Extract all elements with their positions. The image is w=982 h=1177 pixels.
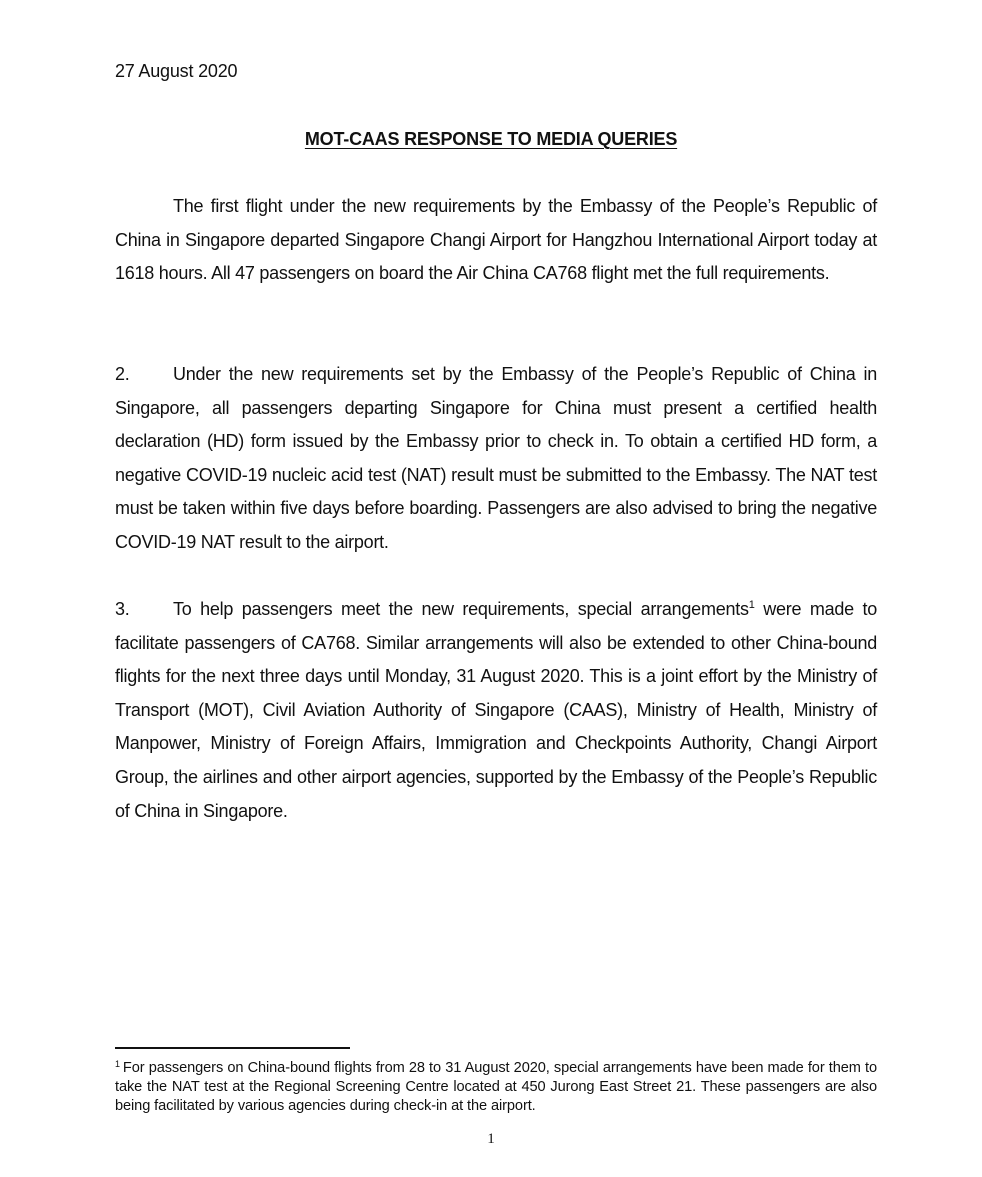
page-number: 1 xyxy=(487,1131,495,1147)
document-title-text: MOT-CAAS RESPONSE TO MEDIA QUERIES xyxy=(304,129,678,149)
footnote-reference[interactable]: 1 xyxy=(748,599,755,611)
paragraph-3-text-after-ref: were made to facilitate passengers of CA768. Similar arrangements will also be extended to other China-bound flights for the next three days until Monday, 31 August 2020. This is a joint effort by the Ministry of Transport (MOT), Civil Aviation Authority of Singapore (CAAS), Ministry of Health, Ministry of Manpower, Ministry of Foreign Affairs, Immigration and Checkpoints Authority, Changi Airport Group, the airlines and other airport agencies, supported by the Embassy of the People’s Republic of China in Singapore. xyxy=(115,599,877,821)
footnote-marker: 1 xyxy=(115,1059,120,1069)
footnote-text: For passengers on China-bound flights from 28 to 31 August 2020, special arrangements have been made for them to take the NAT test at the Regional Screening Centre located at 450 Jurong East Street 21. These passengers are also being facilitated by various agencies during check-in at the airport. xyxy=(115,1060,877,1114)
paragraph-2-number: 2. xyxy=(115,364,130,384)
document-title xyxy=(0,128,982,150)
paragraph-1 xyxy=(115,190,877,291)
paragraph-3-number: 3. xyxy=(115,599,130,619)
footnote xyxy=(115,1059,877,1116)
paragraph-2-text: Under the new requirements set by the Embassy of the People’s Republic of China in Singapore, all passengers departing Singapore for China must present a certified health declaration (HD) form issued by the Embassy prior to check in. To obtain a certified HD form, a negative COVID-19 nucleic acid test (NAT) result must be submitted to the Embassy. The NAT test must be taken within five days before boarding. Passengers are also advised to bring the negative COVID-19 NAT result to the airport. xyxy=(115,364,877,552)
paragraph-3 xyxy=(115,593,877,828)
footnote-separator xyxy=(115,1047,350,1049)
paragraph-3-text-before-ref: To help passengers meet the new requirements, special arrangements xyxy=(173,599,749,619)
paragraph-1-text: The first flight under the new requirements by the Embassy of the People’s Republic of China in Singapore departed Singapore Changi Airport for Hangzhou International Airport today at 1618 hours. All 47 passengers on board the Air China CA768 flight met the full requirements. xyxy=(115,196,877,284)
paragraph-2 xyxy=(115,358,877,560)
document-date: 27 August 2020 xyxy=(115,61,238,81)
